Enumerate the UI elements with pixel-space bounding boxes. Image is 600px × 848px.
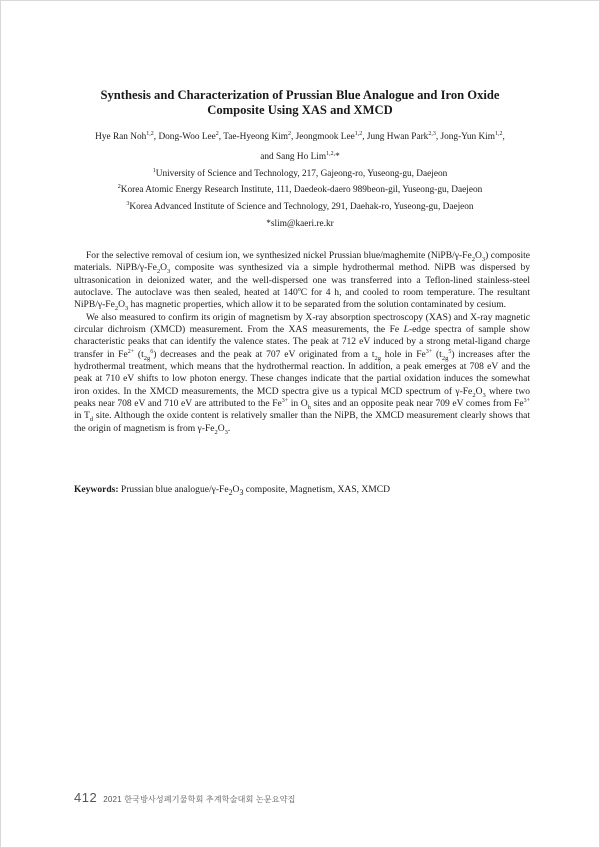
author-list: Hye Ran Noh$^{1,2}$, Dong-Woo Lee$^2$, Tae-Hyeong Kim$^2$, Jeongmook Lee$^{1,2}$, Jung Hwan Park$^{2,3}$, Jong-Yun Kim$^{1,2}$, and Sang Ho Lim$^{1,2,}$* <box>95 130 505 162</box>
author: Jong-Yun Kim$^{1,2}$ <box>440 130 503 142</box>
author-corresponding: Sang Ho Lim$^{1,2,}$ <box>275 150 336 162</box>
title-line-2: Composite Using XAS and XMCD <box>207 103 393 117</box>
title-line-1: Synthesis and Characterization of Prussian Blue Analogue and Iron Oxide <box>100 88 500 102</box>
corresponding-mark: * <box>335 152 340 162</box>
affiliation-3: $^3$Korea Advanced Institute of Science and Technology, 291, Daehak-ro, Yuseong-gu, Daejeon <box>126 200 474 212</box>
page-footer <box>74 789 296 807</box>
corresponding-email: *slim@kaeri.re.kr <box>266 219 334 229</box>
affiliation-2: $^2$Korea Atomic Energy Research Institute, 111, Daedeok-daero 989beon-gil, Yuseong-gu, Daejeon <box>117 183 483 195</box>
abstract-paragraph-1: For the selective removal of cesium ion, we synthesized nickel Prussian blue/maghemite $(NiPB/\gamma-Fe_2O_3)$ composite materials. NiPB/$\gamma-Fe_2O_3$ composite was synthesized via a simple hydrothermal method. NiPB was dispersed by ultrasonication in deionized water, and the well-dispersed one was transferred into a Teflon-lined stainless-steel autoclave. The autoclave was then sealed, heated at 140$^o$C for 4 h, and cooled to room temperature. The resultant NiPB/$\gamma-Fe_2O_3$ has magnetic properties, which allow it to be separated from the solution contaminated by cesium. <box>74 250 531 313</box>
author: Hye Ran Noh$^{1,2}$ <box>95 130 154 142</box>
abstract-paragraph-2: We also measured to confirm its origin of magnetism by X-ray absorption spectroscopy (XAS) and X-ray magnetic circular dichroism (XMCD) measurement. From the XAS measurements, the Fe L-edge spectra of sample show characteristic peaks that can identify the valence states. The peak at 712 eV induced by a strong metal-ligand charge transfer in $Fe^{2+}$ $(t_{2g}^6)$ decreases and the peak at 707 eV originated from a $t_{2g}$ hole in $Fe^{3+}$ $(t_{2g}^5)$ increases after the hydrothermal treatment, which means that the hydrothermal reaction. In addition, a peak emerges at 708 eV and the peak at 710 eV shifts to low photon energy. These changes indicate that the partial oxidation induces the somewhat iron oxides. In the XMCD measurements, the MCD spectra give us a typical MCD spectrum of $\gamma-Fe_2O_3$ where two peaks near 708 eV and 710 eV are attributed to the $Fe^{3+}$ in $O_h$ sites and an opposite peak near 709 eV comes from $Fe^{3+}$ in $T_d$ site. Although the oxide content is relatively smaller than the NiPB, the XMCD measurement clearly shows that the origin of magnetism is from $\gamma-Fe_2O_3$. <box>74 311 531 436</box>
author: Tae-Hyeong Kim$^2$ <box>223 130 291 142</box>
author: Jeongmook Lee$^{1,2}$ <box>295 130 363 142</box>
keywords: Keywords: Prussian blue analogue/$\gamma-Fe_2O_3$ composite, Magnetism, XAS, XMCD <box>74 484 391 497</box>
author: Jung Hwan Park$^{2,3}$ <box>366 130 436 142</box>
author: Dong-Woo Lee$^2$ <box>158 130 219 142</box>
abstract <box>74 250 530 435</box>
keywords-label: Keywords: <box>74 484 119 495</box>
affiliation-1: $^1$University of Science and Technology, 217, Gajeong-ro, Yuseong-gu, Daejeon <box>152 167 448 179</box>
footer-proceedings-title: 2021 한국방사성폐기물학회 추계학술대회 논문요약집 <box>103 795 296 804</box>
paper-title <box>60 88 540 118</box>
page-number: 412 <box>74 790 98 805</box>
